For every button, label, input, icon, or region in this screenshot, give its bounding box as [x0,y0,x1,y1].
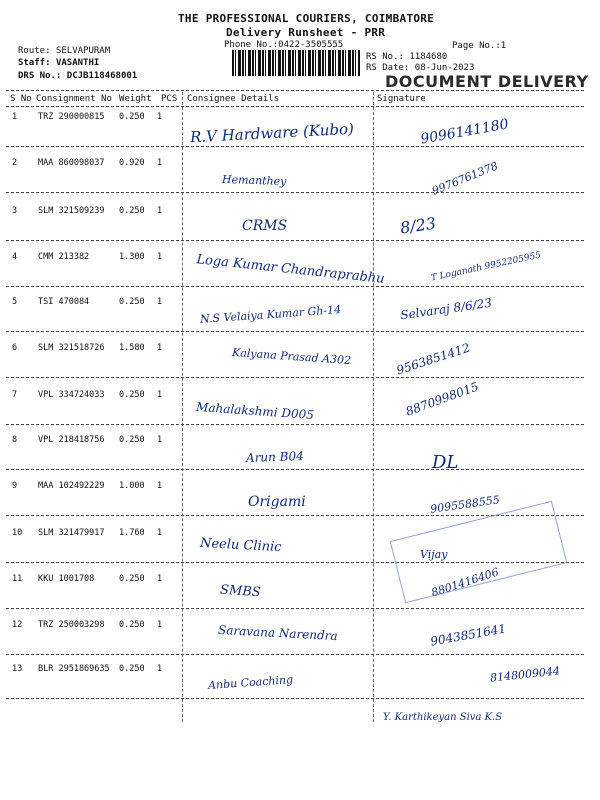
row-sno: 9 [12,481,18,491]
row-pcs: 1 [157,620,163,630]
row-sno: 7 [12,390,18,400]
drs-field [18,71,137,81]
barcode [232,50,360,76]
company-name: THE PROFESSIONAL COURIERS, COIMBATORE [178,12,435,25]
rs-date-label: RS Date: [366,63,410,73]
row-separator [6,654,584,655]
row-consignment-no: MAA 102492229 [38,481,105,491]
row-sno: 4 [12,252,18,262]
rs-no-label: RS No.: [366,52,404,62]
row-consignment-no: VPL 218418756 [38,435,105,445]
row-consignment-no: TSI 470084 [38,297,90,307]
row-weight: 0.250 [119,390,145,400]
rs-no-value: 1184680 [409,52,448,62]
row-sno: 3 [12,206,18,216]
column-divider [373,92,374,722]
row-signature-handwriting: 9096141180 [419,116,510,148]
row-weight: 0.250 [119,112,145,122]
row-consignee-handwriting: Hemanthey [221,172,287,189]
row-consignee-handwriting: Mahalakshmi D005 [195,399,315,423]
row-signature-handwriting: 9043851641 [429,621,507,649]
row-weight: 0.250 [119,206,145,216]
row-consignment-no: MAA 860098037 [38,158,105,168]
row-pcs: 1 [157,435,163,445]
rs-date-value: 08-Jun-2023 [414,63,475,73]
row-separator [6,424,584,425]
row-sno: 13 [12,664,23,674]
row-pcs: 1 [157,664,163,674]
row-weight: 1.000 [119,481,145,491]
row-consignee-handwriting: Loga Kumar Chandraprabhu [195,252,386,287]
row-pcs: 1 [157,574,163,584]
row-consignee-handwriting: Saravana Narendra [217,622,338,644]
row-pcs: 1 [157,158,163,168]
row-sno: 1 [12,112,18,122]
row-consignee-handwriting: Neelu Clinic [199,535,282,556]
row-consignment-no: SLM 321479917 [38,528,105,538]
row-separator [6,192,584,193]
col-pcs: PCS [161,94,178,104]
row-consignment-no: SLM 321518726 [38,343,105,353]
route-field [18,46,110,56]
row-pcs: 1 [157,481,163,491]
row-signature-handwriting: 9976761378 [430,159,500,198]
row-sno: 11 [12,574,23,584]
row-sno: 8 [12,435,18,445]
sheet-title: Delivery Runsheet - PRR [226,26,386,39]
row-sno: 2 [12,158,18,168]
row-consignee-handwriting: N.S Velaiya Kumar Gh-14 [199,303,342,326]
row-sno: 12 [12,620,23,630]
row-weight: 0.250 [119,297,145,307]
col-consignee: Consignee Details [187,94,280,104]
drs-label: DRS No.: [18,71,62,81]
column-divider [182,92,183,722]
staff-value: VASANTHI [55,58,100,68]
col-sno: S No [10,94,32,104]
row-signature-handwriting: Vijay [420,548,448,561]
row-separator [6,331,584,332]
row-signature-handwriting: 9563851412 [394,340,472,378]
row-signature-handwriting: 8801416406 [429,565,501,600]
staff-label: Staff: [18,58,51,68]
footer-handwriting: Y. Karthikeyan Siva K.S [383,712,503,723]
row-consignment-no: VPL 334724033 [38,390,105,400]
row-consignee-handwriting: CRMS [242,218,288,234]
document-delivery-heading: DOCUMENT DELIVERY [385,72,589,91]
row-pcs: 1 [157,252,163,262]
row-pcs: 1 [157,297,163,307]
row-separator [6,377,584,378]
drs-value: DCJB118468001 [66,71,138,81]
route-label: Route: [18,46,51,56]
row-consignee-handwriting: Kalyana Prasad A302 [231,345,352,368]
row-signature-handwriting: DL [432,452,459,473]
row-weight: 0.250 [119,664,145,674]
row-consignee-handwriting: R.V Hardware (Kubo) [189,119,355,147]
row-consignment-no: CMM 213382 [38,252,90,262]
row-pcs: 1 [157,112,163,122]
row-pcs: 1 [157,206,163,216]
page-number: Page No.:1 [452,41,507,51]
row-signature-handwriting: 8/23 [398,213,438,238]
row-consignee-handwriting: Origami [248,494,306,510]
phone-number: Phone No.:0422-3505555 [224,40,344,50]
header-rule-top [6,90,584,91]
row-consignee-handwriting: Arun B04 [245,448,304,466]
row-sno: 5 [12,297,18,307]
row-separator [6,469,584,470]
rs-no-field [366,52,447,62]
row-weight: 1.580 [119,343,145,353]
col-weight: Weight [119,94,152,104]
row-pcs: 1 [157,390,163,400]
row-separator [6,240,584,241]
row-weight: 1.760 [119,528,145,538]
row-weight: 0.920 [119,158,145,168]
row-signature-handwriting: Selvaraj 8/6/23 [399,295,493,323]
row-signature-handwriting: 8870998015 [403,379,481,419]
row-sno: 6 [12,343,18,353]
row-weight: 0.250 [119,574,145,584]
route-value: SELVAPURAM [55,46,111,56]
row-consignment-no: SLM 321509239 [38,206,105,216]
row-sno: 10 [12,528,23,538]
col-signature: Signature [377,94,426,104]
header-rule-bottom [6,106,584,107]
row-separator [6,698,584,699]
row-signature-handwriting: 9095588555 [429,493,501,516]
row-separator [6,286,584,287]
row-consignment-no: KKU 1001708 [38,574,95,584]
row-consignment-no: BLR 2951869635 [38,664,110,674]
row-weight: 0.250 [119,620,145,630]
row-signature-handwriting: T Loganath 9952205955 [430,250,542,284]
staff-field [18,58,99,68]
row-weight: 1.300 [119,252,145,262]
row-consignment-no: TRZ 290000815 [38,112,105,122]
row-pcs: 1 [157,343,163,353]
col-consignment: Consignment No [36,94,112,104]
row-separator [6,608,584,609]
row-consignment-no: TRZ 250003298 [38,620,105,630]
row-signature-handwriting: 8148009044 [489,664,561,685]
rubber-stamp [390,501,568,603]
row-weight: 0.250 [119,435,145,445]
row-pcs: 1 [157,528,163,538]
row-consignee-handwriting: Anbu Coaching [207,673,294,692]
row-separator [6,146,584,147]
row-consignee-handwriting: SMBS [219,582,262,601]
